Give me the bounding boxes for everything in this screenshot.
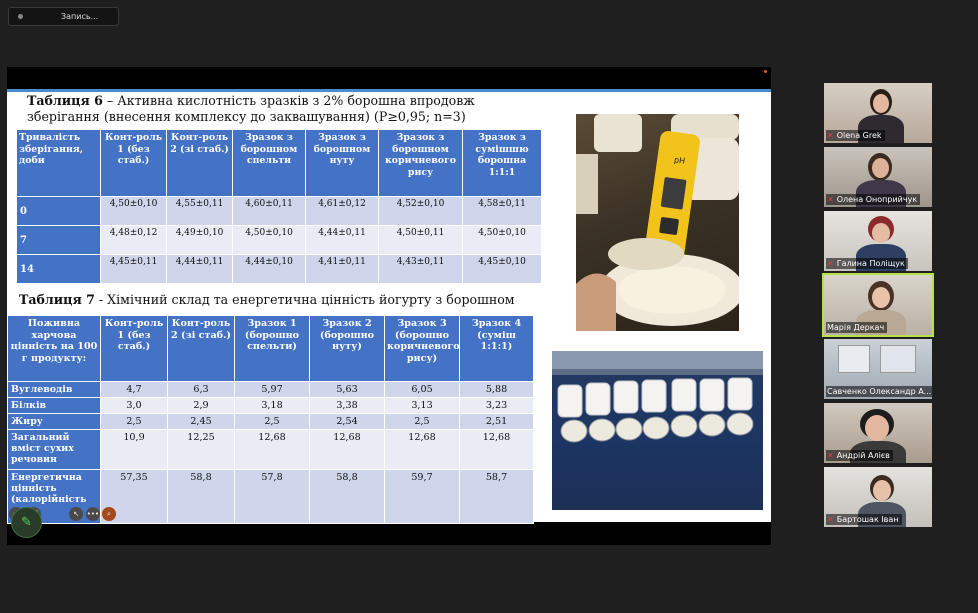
table7-cell: 57,35: [101, 470, 168, 524]
table7-cell: 4,7: [101, 382, 168, 398]
table7-cell: 3,13: [385, 398, 460, 414]
table-row: [8, 382, 534, 398]
table7-header: Зразок 2 (борошно нуту): [310, 316, 385, 382]
zoom-icon[interactable]: ⌕: [102, 507, 116, 521]
ph-meter-illustration: [576, 114, 739, 331]
participant-name-text: Галина Поліщук: [836, 259, 905, 268]
table7-cell: 3,23: [460, 398, 534, 414]
pen-tool-icon[interactable]: ✎: [11, 507, 42, 538]
table-row: [17, 197, 542, 226]
table6-header: Зразок з сумішшю борошна 1:1:1: [463, 130, 542, 197]
table6-cell: 4,44±0,11: [306, 226, 379, 255]
table7-cell: 2,51: [460, 414, 534, 430]
participant-tile[interactable]: [824, 467, 932, 527]
table6-cell: 4,45±0,11: [101, 255, 167, 284]
participant-tile-active-speaker[interactable]: [824, 275, 932, 335]
table-row: [17, 255, 542, 284]
table7-cell: 12,68: [310, 430, 385, 470]
table6-cell: 4,45±0,10: [463, 255, 542, 284]
table7-cell: 2,9: [168, 398, 235, 414]
table7-cell: 6,3: [168, 382, 235, 398]
table6-header: Конт-роль 1 (без стаб.): [101, 130, 167, 197]
table7-caption-prefix: Таблиця 7: [19, 292, 95, 307]
table7-cell: 12,68: [460, 430, 534, 470]
wall-poster: [838, 345, 870, 373]
table7-cell: 59,7: [385, 470, 460, 524]
table7-header: Зразок 4 (суміш 1:1:1): [460, 316, 534, 382]
table7-caption: [19, 292, 559, 308]
table7-cell: 12,68: [235, 430, 310, 470]
mic-muted-icon: ✕: [827, 131, 834, 140]
table7-header: Конт-роль 1 (без стаб.): [101, 316, 168, 382]
table7-header-row: [8, 316, 534, 382]
participant-name-text: Савченко Олександр А...: [827, 387, 932, 396]
pointer-icon[interactable]: ↖: [69, 507, 83, 521]
table6-row-label: 7: [17, 226, 101, 255]
share-indicator-icon: [764, 70, 767, 73]
table7-cell: 12,68: [385, 430, 460, 470]
table7-cell: 2,5: [101, 414, 168, 430]
table6-caption-prefix: Таблиця 6: [27, 93, 103, 108]
participant-name-text: Олена Оноприйчук: [836, 195, 918, 204]
table6-cell: 4,48±0,12: [101, 226, 167, 255]
table7-cell: 2,5: [235, 414, 310, 430]
table7-header: Поживна харчова цінність на 100 г продукту:: [8, 316, 101, 382]
participant-name: [826, 322, 887, 333]
slide-top-stripe: [7, 89, 771, 92]
table7-cell: 2,45: [168, 414, 235, 430]
wall-poster: [880, 345, 916, 373]
participant-tile[interactable]: [824, 83, 932, 143]
table6-row-label: 0: [17, 197, 101, 226]
table6-header: Зразок з борошном спельти: [233, 130, 306, 197]
table7-cell: 3,38: [310, 398, 385, 414]
participant-face: [872, 287, 890, 308]
more-options-icon[interactable]: •••: [86, 507, 100, 521]
ph-label: pH: [673, 155, 686, 166]
table6-cell: 4,44±0,11: [167, 255, 233, 284]
table7-row-label: Вуглеводів: [8, 382, 101, 398]
table7-row-label: Загальний вміст сухих речовин: [8, 430, 101, 470]
participant-face: [872, 223, 890, 243]
participant-tile[interactable]: [824, 147, 932, 207]
record-dot-icon: [18, 14, 23, 19]
table6-cell: 4,44±0,10: [233, 255, 306, 284]
participant-tile[interactable]: [824, 339, 932, 399]
participant-face: [873, 94, 889, 113]
participant-tile[interactable]: [824, 211, 932, 271]
mic-muted-icon: ✕: [827, 515, 834, 524]
table7: [7, 315, 534, 524]
table7-row-label: Білків: [8, 398, 101, 414]
table6-header-row: [17, 130, 542, 197]
ph-meter-photo: [576, 114, 739, 331]
participant-name: [826, 130, 885, 141]
table6-caption-line1: – Активна кислотність зразків з 2% борошна впродовж: [102, 93, 475, 108]
participant-name-text: Бартошак Іван: [836, 515, 899, 524]
recording-indicator[interactable]: [8, 7, 119, 26]
table7-cell: 2,54: [310, 414, 385, 430]
table6: [16, 129, 542, 284]
yogurt-cups-illustration: [552, 351, 763, 510]
participant-name: [826, 450, 893, 461]
table6-cell: 4,49±0,10: [167, 226, 233, 255]
participant-face: [873, 480, 891, 501]
mic-muted-icon: ✕: [827, 451, 834, 460]
table7-caption-rest: - Хімічний склад та енергетична цінність йогурту з борошном: [94, 292, 515, 307]
table-row: [8, 414, 534, 430]
table7-cell: 6,05: [385, 382, 460, 398]
participant-name: [826, 386, 932, 397]
table6-cell: 4,43±0,11: [379, 255, 463, 284]
table6-cell: 4,61±0,12: [306, 197, 379, 226]
table7-cell: 5,97: [235, 382, 310, 398]
participant-name: [826, 194, 920, 205]
table7-cell: 12,25: [168, 430, 235, 470]
participant-face: [872, 158, 889, 178]
participant-tile[interactable]: [824, 403, 932, 463]
table7-header: Зразок 1 (борошно спельти): [235, 316, 310, 382]
participant-name-text: Андрій Алієв: [836, 451, 890, 460]
table7-cell: 5,63: [310, 382, 385, 398]
table7-cell: 57,8: [235, 470, 310, 524]
table6-cell: 4,55±0,11: [167, 197, 233, 226]
table6-caption-line2: зберігання (внесення комплексу до заквашування) (P≥0,95; n=3): [27, 109, 466, 124]
table7-row-label: Жиру: [8, 414, 101, 430]
table6-cell: 4,50±0,11: [379, 226, 463, 255]
table6-header: Зразок з борошном коричневого рису: [379, 130, 463, 197]
table6-row-label: 14: [17, 255, 101, 284]
participant-name: [826, 258, 908, 269]
table6-cell: 4,60±0,11: [233, 197, 306, 226]
table6-header: Зразок з борошном нуту: [306, 130, 379, 197]
table7-cell: 10,9: [101, 430, 168, 470]
participant-name-text: Olena Grek: [836, 131, 882, 140]
table-row: [8, 430, 534, 470]
table7-cell: 3,18: [235, 398, 310, 414]
table6-cell: 4,41±0,11: [306, 255, 379, 284]
table6-header: Конт-роль 2 (зі стаб.): [167, 130, 233, 197]
mic-muted-icon: ✕: [827, 195, 834, 204]
table6-cell: 4,52±0,10: [379, 197, 463, 226]
table-row: [8, 398, 534, 414]
table7-cell: 58,8: [310, 470, 385, 524]
participant-face: [865, 415, 889, 441]
table6-cell: 4,50±0,10: [101, 197, 167, 226]
table6-cell: 4,50±0,10: [463, 226, 542, 255]
table7-cell: 5,88: [460, 382, 534, 398]
participant-name-text: Марія Деркач: [827, 323, 885, 332]
table7-row-label: Енергетична цінність (калорійність: [8, 470, 101, 524]
table7-cell: 2,5: [385, 414, 460, 430]
table6-cell: 4,58±0,11: [463, 197, 542, 226]
recording-label: Запись...: [61, 12, 99, 21]
table7-cell: 3,0: [101, 398, 168, 414]
table7-header: Зразок 3 (борошно коричневого рису): [385, 316, 460, 382]
participant-name: [826, 514, 902, 525]
table6-cell: 4,50±0,10: [233, 226, 306, 255]
mic-muted-icon: ✕: [827, 259, 834, 268]
table7-cell: 58,8: [168, 470, 235, 524]
table7-header: Конт-роль 2 (зі стаб.): [168, 316, 235, 382]
table6-header: Тривалість зберігання, доби: [17, 130, 101, 197]
yogurt-cups-photo: [552, 351, 763, 510]
table-row: [17, 226, 542, 255]
table7-cell: 58,7: [460, 470, 534, 524]
